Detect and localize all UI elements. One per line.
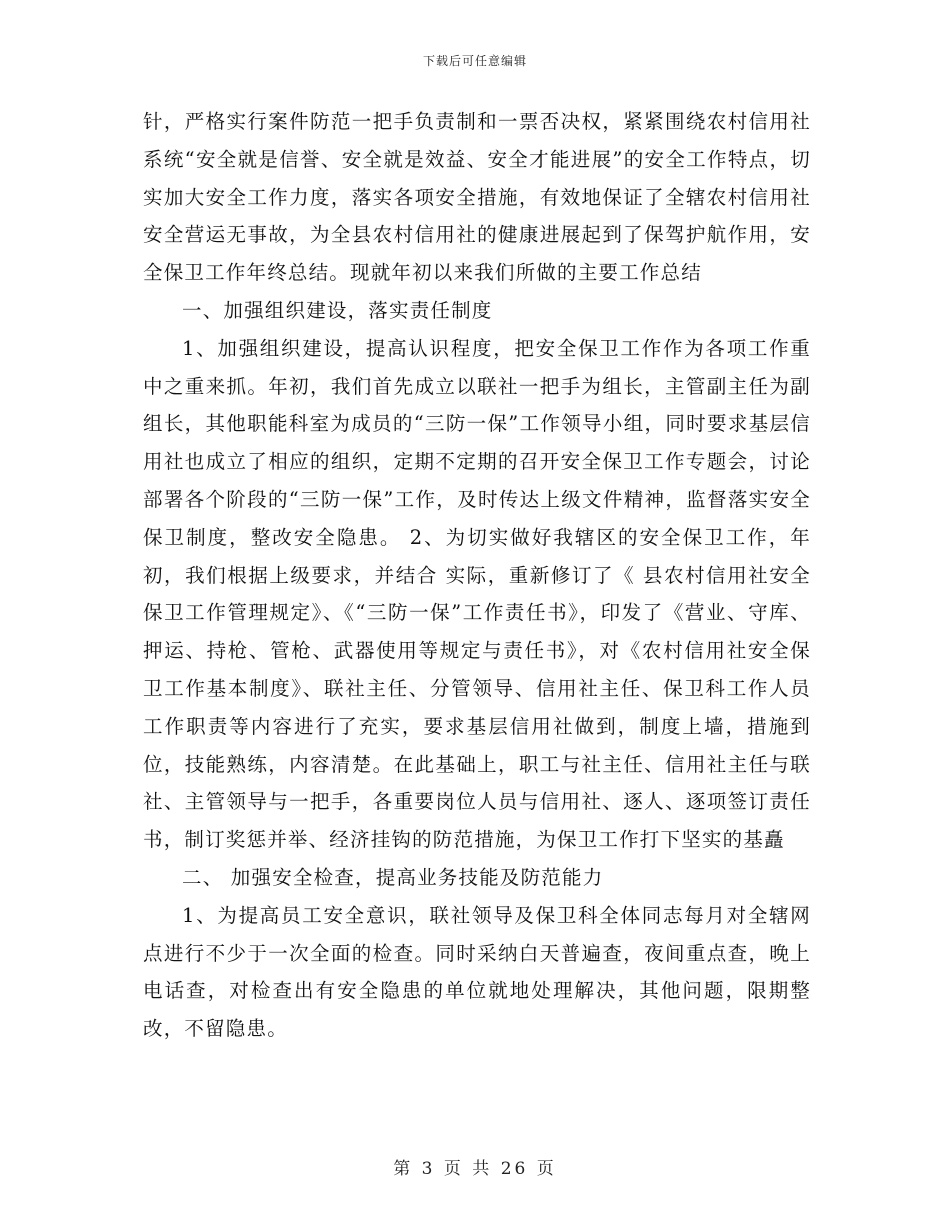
document-body xyxy=(143,103,811,1048)
page-header: 下载后可任意编辑 xyxy=(422,54,527,68)
paragraph-section-2: 1、为提高员工安全意识，联社领导及保卫科全体同志每月对全辖网点进行不少于一次全面的检查。同时采纳白天普遍查，夜间重点查，晚上电话查，对检查出有安全隐患的单位就地处理解决，其他问题，限期整改，不留隐患。 xyxy=(143,903,811,1041)
page-footer: 第 3 页 共 26 页 xyxy=(393,1159,557,1179)
section-heading-1: 一、加强组织建设，落实责任制度 xyxy=(182,298,493,322)
section-heading-2: 二、 加强安全检查，提高业务技能及防范能力 xyxy=(182,865,604,889)
paragraph-intro-continuation: 针，严格实行案件防范一把手负责制和一票否决权，紧紧围绕农村信用社系统“安全就是信誉、安全就是效益、安全才能进展”的安全工作特点，切实加大安全工作力度，落实各项安全措施，有效地保证了全辖农村信用社安全营运无事故，为全县农村信用社的健康进展起到了保驾护航作用，安全保卫工作年终总结。现就年初以来我们所做的主要工作总结 xyxy=(143,110,811,285)
paragraph-section-1: 1、加强组织建设，提高认识程度，把安全保卫工作作为各项工作重中之重来抓。年初，我们首先成立以联社一把手为组长，主管副主任为副组长，其他职能科室为成员的“三防一保”工作领导小组，同时要求基层信用社也成立了相应的组织，定期不定期的召开安全保卫工作专题会，讨论部署各个阶段的“三防一保”工作，及时传达上级文件精神，监督落实安全保卫制度，整改安全隐患。 2、为切实做好我辖区的安全保卫工作，年初，我们根据上级要求，并结合 实际，重新修订了《 县农村信用社安全保卫工作管理规定》、《“三防一保”工作责任书》，印发了《营业、守库、押运、持枪、管枪、武器使用等规定与责任书》，对《农村信用社安全保卫工作基本制度》、联社主任、分管领导、信用社主任、保卫科工作人员工作职责等内容进行了充实，要求基层信用社做到，制度上墙，措施到位，技能熟练，内容清楚。在此基础上，职工与社主任、信用社主任与联社、主管领导与一把手，各重要岗位人员与信用社、逐人、逐项签订责任书，制订奖惩并举、经济挂钩的防范措施，为保卫工作打下坚实的基矗 xyxy=(143,336,811,852)
